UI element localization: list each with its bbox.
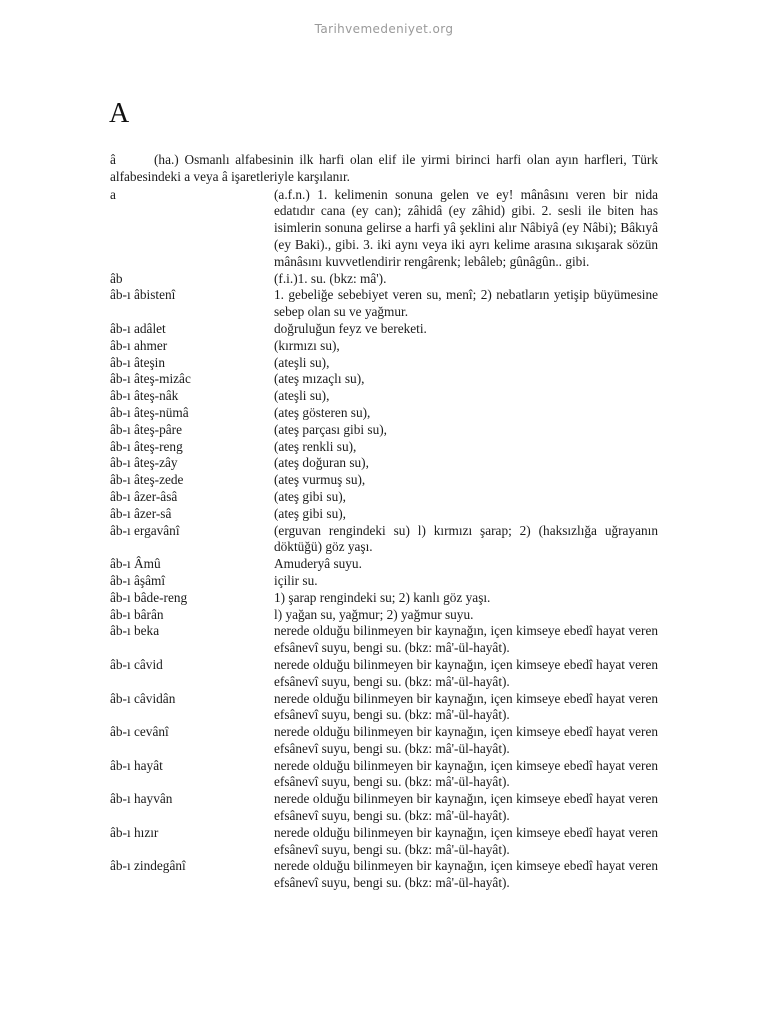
entry-term: âb-ı bâde-reng xyxy=(110,589,188,605)
dictionary-entry xyxy=(110,523,658,557)
entry-definition: (erguvan rengindeki su) l) kırmızı şarap; 2) (haksızlığa uğrayanın döktüğü) göz yaşı. xyxy=(274,522,658,555)
entry-definition: (ateş renkli su), xyxy=(274,438,357,454)
dictionary-entry xyxy=(110,858,658,892)
dictionary-entry xyxy=(110,573,658,590)
dictionary-entry xyxy=(110,506,658,523)
dictionary-entry xyxy=(110,287,658,321)
entry-term: âb-ı hayvân xyxy=(110,791,173,807)
entry-definition: nerede olduğu bilinmeyen bir kaynağın, içen kimseye ebedî hayat veren efsânevî suyu, bengi su. (bkz: mâ'-ül-hayât). xyxy=(274,791,658,824)
entry-term: âb-ı adâlet xyxy=(110,320,166,336)
entry-definition: (ateşli su), xyxy=(274,388,330,404)
dictionary-entry xyxy=(110,556,658,573)
entry-definition: (ateşli su), xyxy=(274,354,330,370)
entry-definition: nerede olduğu bilinmeyen bir kaynağın, içen kimseye ebedî hayat veren efsânevî suyu, bengi su. (bkz: mâ'-ül-hayât). xyxy=(274,824,658,857)
entry-definition: l) yağan su, yağmur; 2) yağmur suyu. xyxy=(274,606,474,622)
dictionary-entry xyxy=(110,187,658,271)
entry-definition: nerede olduğu bilinmeyen bir kaynağın, içen kimseye ebedî hayat veren efsânevî suyu, bengi su. (bkz: mâ'-ül-hayât). xyxy=(274,690,658,723)
entry-term: âb-ı âteş-pâre xyxy=(110,421,182,437)
entry-term: âb-ı âteşin xyxy=(110,354,166,370)
entry-definition: (a.f.n.) 1. kelimenin sonuna gelen ve ey! mânâsını veren bir nida edatıdır cana (ey can); zâhidâ (ey zâhid) gibi. 2. sesli ile biten has isimlerin sonuna gelirse a harfi yâ şeklini alır Nâbiyâ (ey Nâbi); Bâkıyâ (ey Baki)., gibi. 3. iki aynı veya iki ayrı kelime arasına sıkışarak sözün mânâsını kuvvetlendirir rengârenk; lebâleb; gûnâgûn.. gibi. xyxy=(274,186,658,269)
entry-definition: (ateş parçası gibi su), xyxy=(274,421,387,437)
entry-term: âb-ı bârân xyxy=(110,606,164,622)
dictionary-entry xyxy=(110,758,658,792)
dictionary-entry xyxy=(110,691,658,725)
entry-definition: (ateş gibi su), xyxy=(274,488,347,504)
entry-term: âb-ı âşâmî xyxy=(110,572,166,588)
entry-definition: (kırmızı su), xyxy=(274,337,340,353)
entry-definition: doğruluğun feyz ve bereketi. xyxy=(274,320,427,336)
intro-entry xyxy=(110,152,658,186)
entry-definition: (ateş vurmuş su), xyxy=(274,472,366,488)
entry-term: âb xyxy=(110,270,123,286)
entry-definition: nerede olduğu bilinmeyen bir kaynağın, içen kimseye ebedî hayat veren efsânevî suyu, bengi su. (bkz: mâ'-ül-hayât). xyxy=(274,724,658,756)
entry-term: âb-ı ergavânî xyxy=(110,522,180,538)
entry-term: âb-ı âteş-mizâc xyxy=(110,371,191,387)
dictionary-entry xyxy=(110,439,658,456)
entry-term: âb-ı âbistenî xyxy=(110,287,176,303)
entry-definition: 1. gebeliğe sebebiyet veren su, menî; 2) nebatların yetişip büyümesine sebep olan su ve yağmur. xyxy=(274,287,658,320)
dictionary-content xyxy=(110,152,658,892)
entry-term: âb-ı cevânî xyxy=(110,724,169,740)
dictionary-entry xyxy=(110,623,658,657)
entry-term: âb-ı câvidân xyxy=(110,690,176,706)
entry-definition: (ateş gibi su), xyxy=(274,505,347,521)
entry-definition: nerede olduğu bilinmeyen bir kaynağın, içen kimseye ebedî hayat veren efsânevî suyu, bengi su. (bkz: mâ'-ül-hayât). xyxy=(274,858,658,891)
entry-term: âb-ı âzer-sâ xyxy=(110,505,172,521)
dictionary-entry xyxy=(110,607,658,624)
entry-definition: Amuderyâ suyu. xyxy=(274,556,362,572)
intro-term: â xyxy=(110,152,116,167)
dictionary-entry xyxy=(110,321,658,338)
dictionary-entry xyxy=(110,405,658,422)
dictionary-entry xyxy=(110,791,658,825)
dictionary-entry xyxy=(110,590,658,607)
entry-definition: (f.i.)1. su. (bkz: mâ'). xyxy=(274,270,387,286)
dictionary-entry xyxy=(110,825,658,859)
entry-term: âb-ı âteş-nâk xyxy=(110,388,179,404)
entry-term: âb-ı âteş-reng xyxy=(110,438,183,454)
entry-term: âb-ı câvid xyxy=(110,656,163,672)
entry-list xyxy=(110,187,658,892)
site-watermark: Tarihvemedeniyet.org xyxy=(314,22,454,36)
entry-term: âb-ı Âmû xyxy=(110,556,161,572)
entry-term: âb-ı beka xyxy=(110,623,160,639)
entry-term: a xyxy=(110,186,116,202)
entry-definition: nerede olduğu bilinmeyen bir kaynağın, içen kimseye ebedî hayat veren efsânevî suyu, bengi su. (bkz: mâ'-ül-hayât). xyxy=(274,656,658,689)
dictionary-entry xyxy=(110,489,658,506)
letter-heading: A xyxy=(109,98,130,129)
entry-definition: (ateş mızaçlı su), xyxy=(274,371,365,387)
entry-definition: nerede olduğu bilinmeyen bir kaynağın, içen kimseye ebedî hayat veren efsânevî suyu, bengi su. (bkz: mâ'-ül-hayât). xyxy=(274,757,658,790)
dictionary-entry xyxy=(110,271,658,288)
entry-definition: 1) şarap rengindeki su; 2) kanlı göz yaşı. xyxy=(274,589,491,605)
intro-definition: (ha.) Osmanlı alfabesinin ilk harfi olan elif ile yirmi birinci harfi olan ayın harfleri, Türk alfabesindeki a veya â işaretleriyle karşılanır. xyxy=(110,152,658,184)
entry-definition: içilir su. xyxy=(274,572,318,588)
entry-definition: nerede olduğu bilinmeyen bir kaynağın, içen kimseye ebedî hayat veren efsânevî suyu, bengi su. (bkz: mâ'-ül-hayât). xyxy=(274,623,658,656)
dictionary-entry xyxy=(110,422,658,439)
dictionary-entry xyxy=(110,724,658,758)
dictionary-entry xyxy=(110,371,658,388)
dictionary-entry xyxy=(110,355,658,372)
entry-term: âb-ı zindegânî xyxy=(110,858,186,874)
dictionary-entry xyxy=(110,338,658,355)
entry-definition: (ateş gösteren su), xyxy=(274,404,371,420)
entry-definition: (ateş doğuran su), xyxy=(274,455,369,471)
dictionary-entry xyxy=(110,472,658,489)
entry-term: âb-ı hayât xyxy=(110,757,163,773)
entry-term: âb-ı âteş-zây xyxy=(110,455,178,471)
entry-term: âb-ı âteş-nümâ xyxy=(110,404,189,420)
dictionary-entry xyxy=(110,388,658,405)
dictionary-entry xyxy=(110,455,658,472)
entry-term: âb-ı âzer-âsâ xyxy=(110,488,178,504)
dictionary-entry xyxy=(110,657,658,691)
entry-term: âb-ı âteş-zede xyxy=(110,472,184,488)
entry-term: âb-ı hızır xyxy=(110,824,159,840)
entry-term: âb-ı ahmer xyxy=(110,337,168,353)
